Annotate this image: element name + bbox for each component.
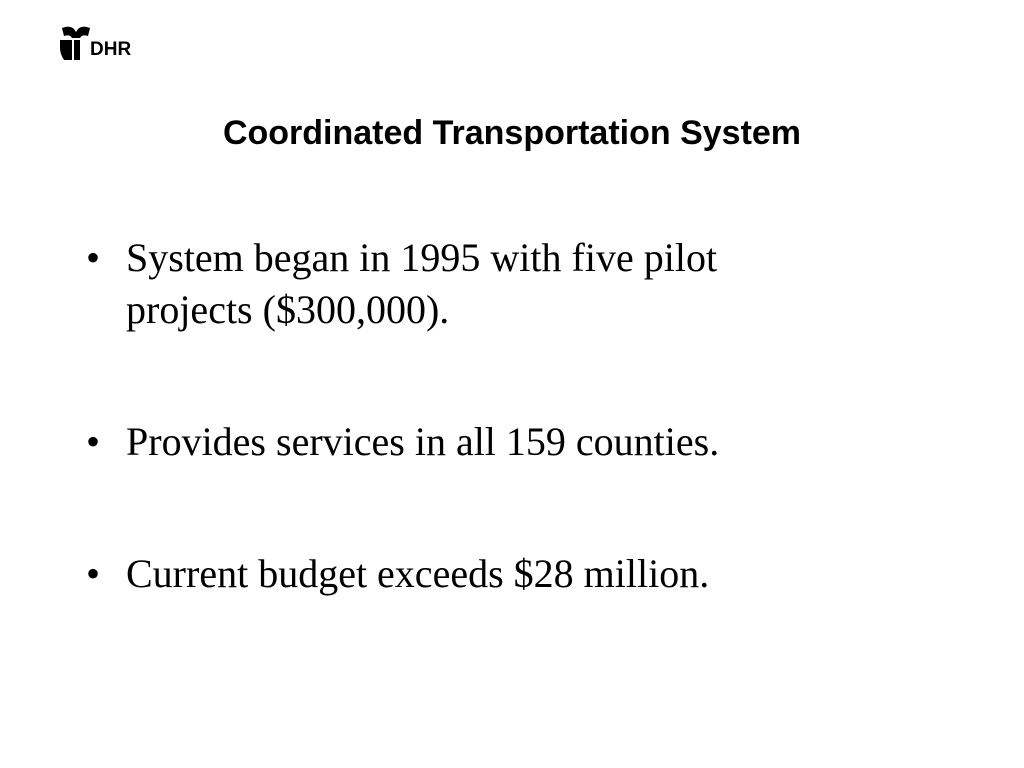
list-item — [86, 548, 846, 600]
list-item — [86, 232, 846, 336]
page-title: Coordinated Transportation System — [222, 114, 802, 152]
dhr-logo — [58, 24, 150, 62]
bullet-marker: • — [86, 419, 101, 464]
bullet-text: Provides services in all 159 counties. — [126, 419, 720, 464]
list-item — [86, 416, 846, 468]
bullet-marker: • — [86, 551, 101, 596]
bullet-text: Current budget exceeds $28 million. — [126, 551, 710, 596]
bullet-text: System began in 1995 with five pilot projects ($300,000). — [126, 235, 718, 332]
logo-text: DHR — [90, 39, 132, 60]
bullet-marker: • — [86, 235, 101, 280]
bullet-list — [86, 232, 846, 680]
